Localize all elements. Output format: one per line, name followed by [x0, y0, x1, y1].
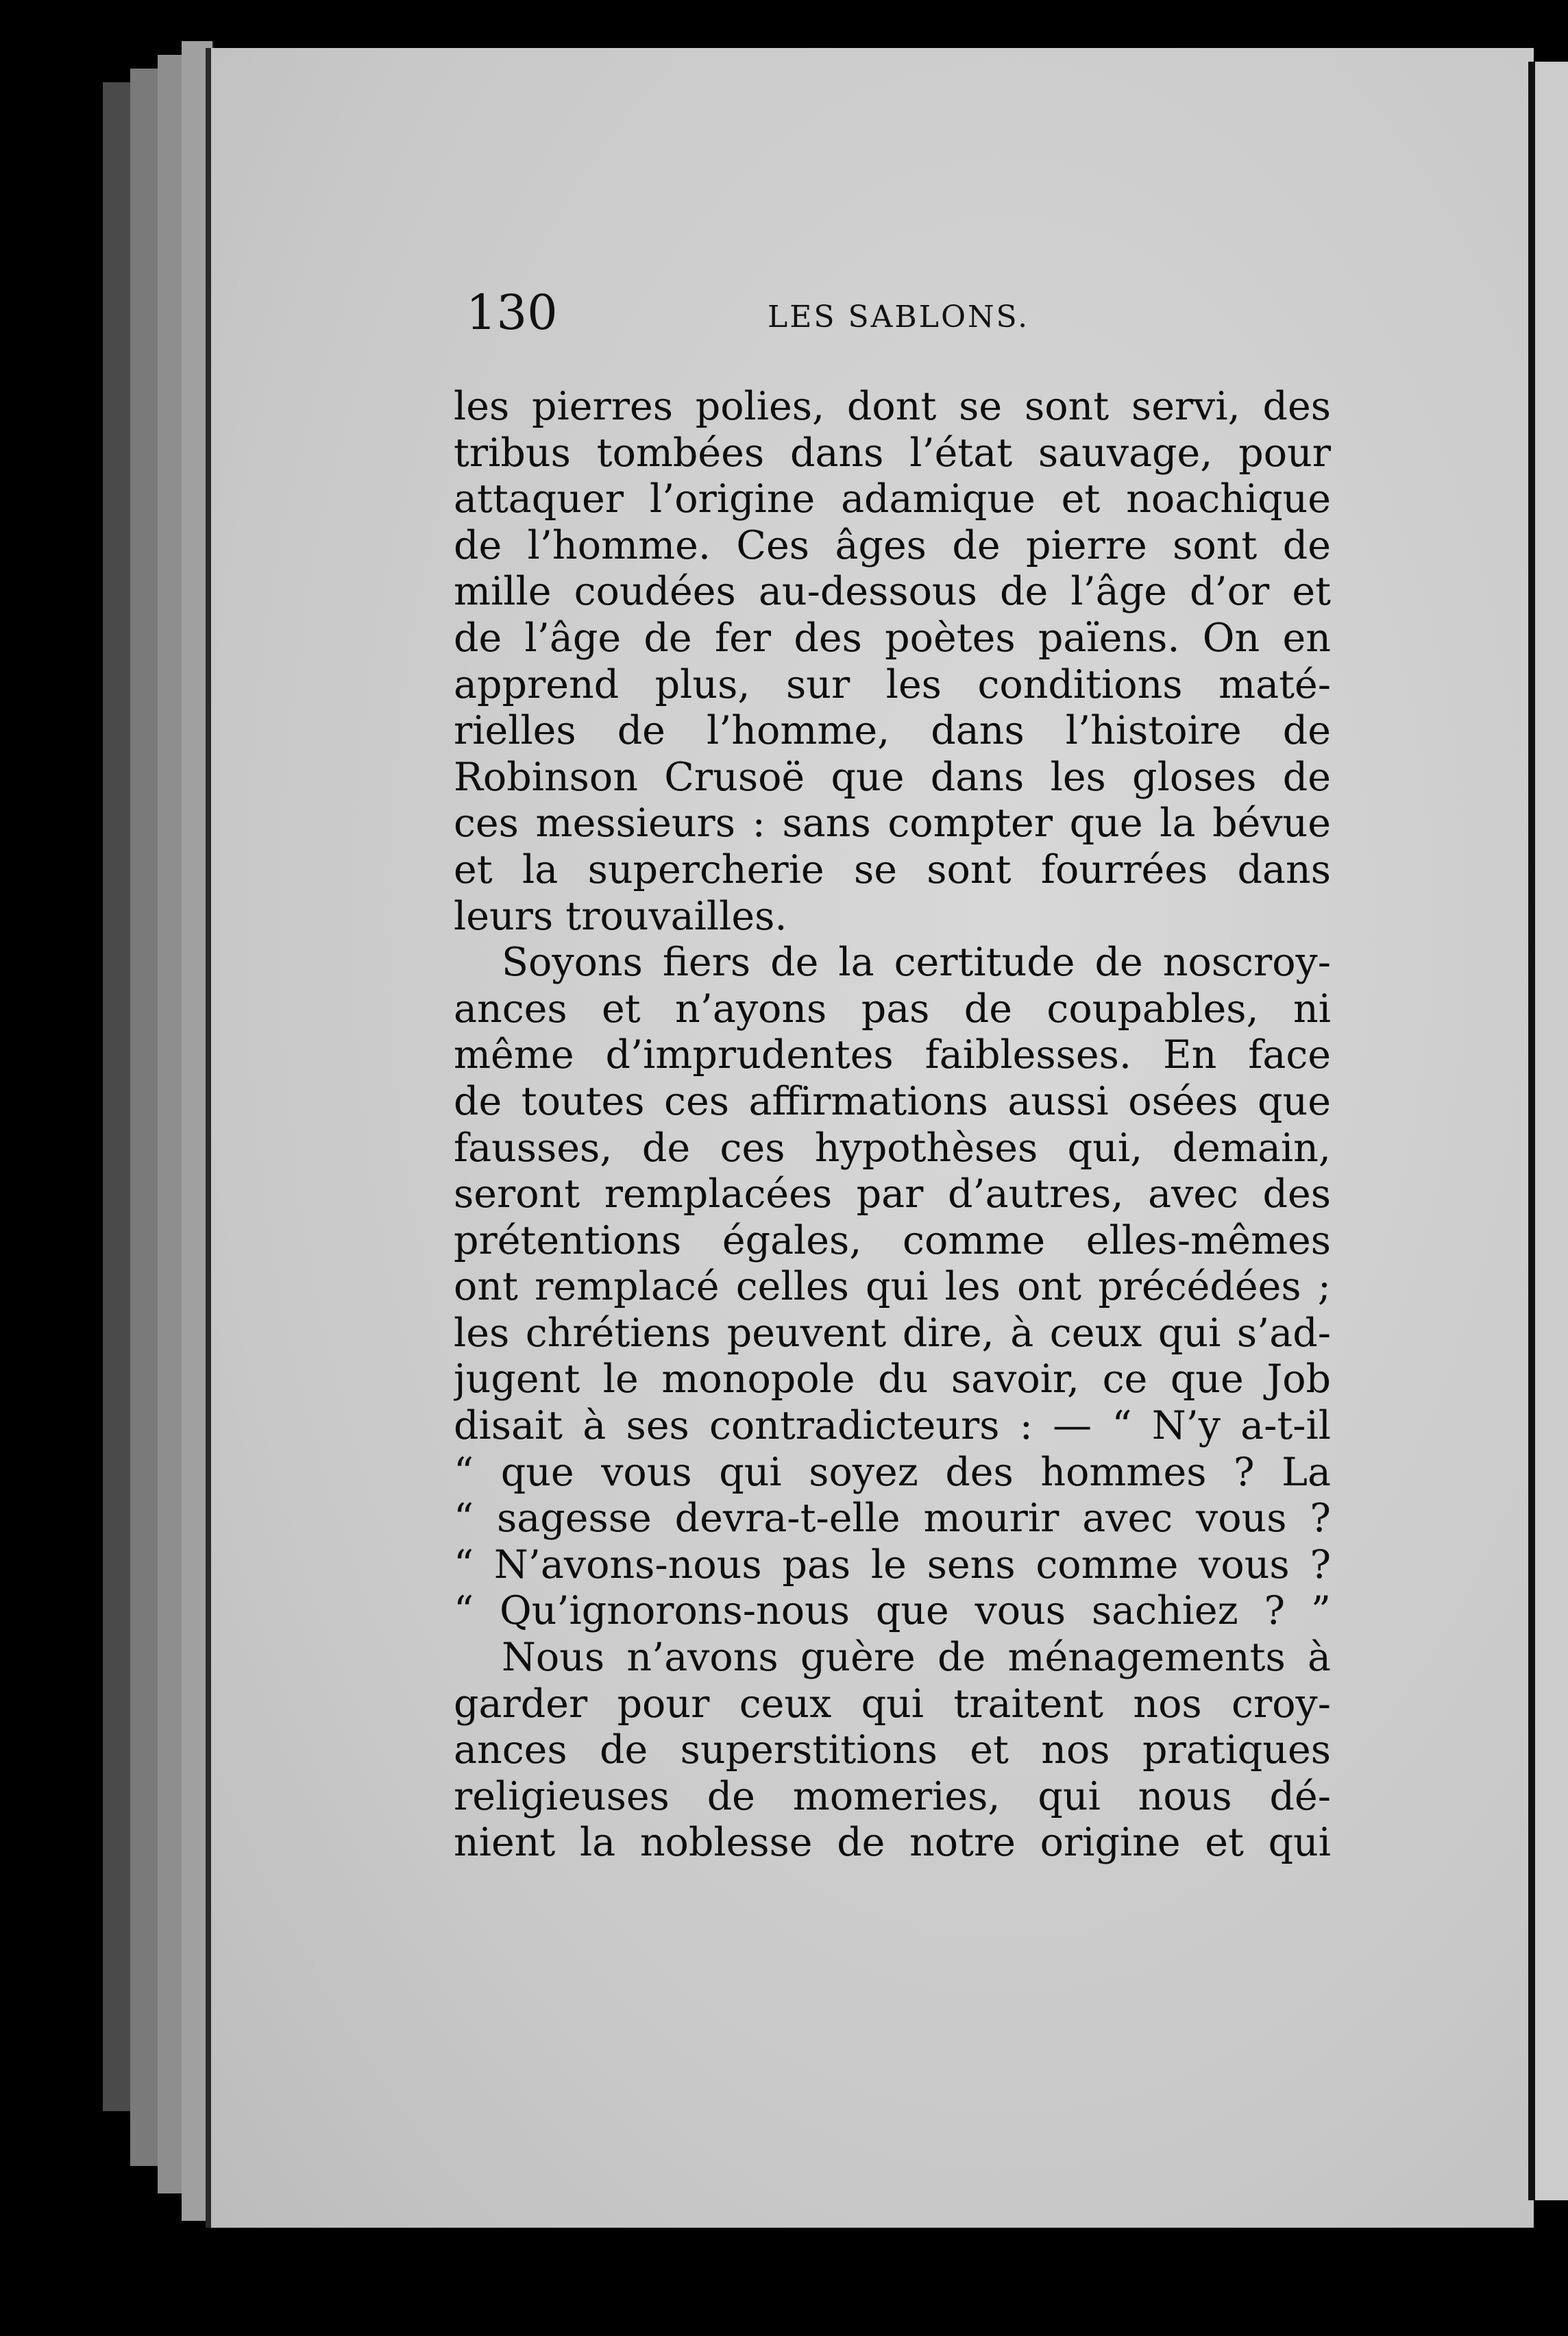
text-line: et la supercherie se sont fourrées dans: [454, 847, 1331, 892]
text-line: disait à ses contradicteurs : — “ N’y a-t-il: [454, 1403, 1331, 1449]
text-line: attaquer l’origine adamique et noachique: [454, 476, 1331, 522]
text-line: religieuses de momeries, qui nous dé-: [454, 1773, 1331, 1819]
running-title: LES SABLONS.: [768, 300, 1030, 334]
text-line: leurs trouvailles.: [454, 893, 787, 939]
text-line: “ Qu’ignorons-nous que vous sachiez ? ”: [454, 1588, 1331, 1634]
text-line: “ sagesse devra-t-elle mourir avec vous ?: [454, 1496, 1331, 1542]
text-line: garder pour ceux qui traitent nos croy-: [454, 1681, 1331, 1727]
text-line: prétentions égales, comme elles-mêmes: [454, 1217, 1331, 1263]
text-line: tribus tombées dans l’état sauvage, pour: [454, 430, 1331, 476]
text-line: rielles de l’homme, dans l’histoire de: [454, 708, 1331, 754]
text-line: Soyons fiers de la certitude de noscroy-: [502, 940, 1331, 986]
text-line: les pierres polies, dont se sont servi, des: [454, 384, 1331, 429]
text-line: Robinson Crusoë que dans les gloses de: [454, 754, 1331, 800]
text-line: ont remplacé celles qui les ont précédées ;: [454, 1264, 1331, 1310]
text-line: ces messieurs : sans compter que la bévue: [454, 801, 1331, 847]
text-line: mille coudées au-dessous de l’âge d’or et: [454, 569, 1331, 615]
text-line: de l’homme. Ces âges de pierre sont de: [454, 522, 1331, 568]
text-line: de toutes ces affirmations aussi osées que: [454, 1078, 1331, 1124]
running-head: [260, 284, 1343, 346]
text-line: de l’âge de fer des poètes païens. On en: [454, 615, 1331, 661]
text-line: jugent le monopole du savoir, ce que Job: [454, 1356, 1331, 1402]
page-number: 130: [466, 284, 558, 341]
text-line: ances et n’ayons pas de coupables, ni: [454, 986, 1331, 1032]
text-line: “ que vous qui soyez des hommes ? La: [454, 1449, 1331, 1495]
text-line: Nous n’avons guère de ménagements à: [502, 1635, 1331, 1681]
text-line: apprend plus, sur les conditions maté-: [454, 661, 1331, 707]
text-line: les chrétiens peuvent dire, à ceux qui s’ad-: [454, 1310, 1331, 1356]
facing-page-edge: [1528, 62, 1568, 2200]
text-line: nient la noblesse de notre origine et qui: [454, 1820, 1331, 1866]
page-edge: [130, 69, 160, 2166]
text-line: seront remplacées par d’autres, avec des: [454, 1171, 1331, 1217]
text-line: fausses, de ces hypothèses qui, demain,: [454, 1125, 1331, 1171]
page-edge: [103, 82, 132, 2111]
text-line: même d’imprudentes faiblesses. En face: [454, 1032, 1331, 1078]
text-line: ances de superstitions et nos pratiques: [454, 1727, 1331, 1773]
body-text: [454, 384, 1331, 1866]
text-line: “ N’avons-nous pas le sens comme vous ?: [454, 1542, 1331, 1587]
